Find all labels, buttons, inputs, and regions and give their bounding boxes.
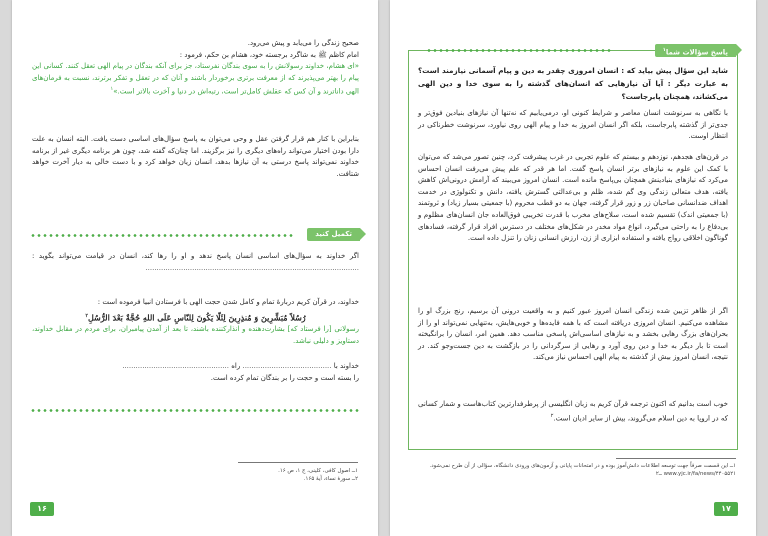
qa-paragraph-1 — [418, 108, 728, 143]
page-number-text: ۱۷ — [721, 504, 731, 513]
qa-paragraph-4 — [418, 399, 728, 425]
header-dot-band — [426, 48, 612, 53]
quran-verse — [32, 309, 359, 325]
footnote-1: ۱ــ اصول کافی، کلینی، ج ۱، ص ۱۶. — [278, 468, 358, 474]
page-number — [714, 502, 738, 516]
page-number-text: ۱۶ — [37, 504, 47, 513]
qa-paragraph-2-text: در قرن‌های هجدهم، نوزدهم و بیستم که علوم تجربی در غرب پیشرفت کرد، چنین تصور می‌شد که می‌توان با کمک این علوم به نیازهای برتر انسان پاسخ گفت. اما هر قدر که علم پیش می‌رفت انسان احساس می‌کرد که نیازهای بنیادینش همچنان بی‌پاسخ مانده است. انسان امروز می‌بیند که آرامش درونی‌اش کاهش یافته، هدف متعالی زندگی وی گم شده، ظلم و بی‌عدالتی گسترش یافته، دانش و تکنولوژی در خدمت اهداف ضدانسانی صاحبان زر و زور قرار گرفته، جهان به دو قطب محروم (با جمعیتی بسیار زیاد) و ثروتمند (با جمعیتی اندک) تقسیم شده است، سلاح‌های مخرب با قدرت تخریبی فوق‌العاده جان انسان‌های مظلوم و بی‌دفاع را به راحتی می‌گیرد، انواع مواد مخدر در شکل‌های مختلف در دسترس افراد قرار گرفته، فسادهای گوناگون اخلاقی رواج یافته و استفاده ابزاری از زن، ارزش انسانی زنان را تنزل داده است. — [418, 153, 728, 243]
exercise-3-blank-b[interactable]: ................................................ — [122, 362, 230, 370]
footnote-divider — [616, 458, 736, 459]
hadith-footnote-ref[interactable]: ۱ — [110, 86, 114, 93]
exercise-1-blank[interactable]: ................................................................................................ — [145, 263, 359, 272]
exercise-3-start: خداوند با — [333, 362, 359, 370]
exercise-1-text: اگر خداوند به سؤال‌های اساسی انسان پاسخ ندهد و او را رها کند، انسان در قیامت می‌تواند بگوید : — [32, 252, 359, 260]
qa-paragraph-1-text: با نگاهی به سرنوشت انسان معاصر و شرایط کنونی او، درمی‌یابیم که نه‌تنها آن نیازهای بنیادین فوق‌تر و جدی‌تر از گذشته پابرجاست، بلکه اگر انسان امروز به خدا و پیام الهی روی نیاورد، سرنوشت خطرناکی در انتظار اوست. — [418, 109, 728, 141]
left-page — [12, 0, 378, 536]
qa-paragraph-2 — [418, 152, 728, 245]
quran-verse-text: رُسُلاً مُبَشِّرِينَ وَ مُنذِرِينَ لِئَلّا يَكُونَ لِلنّاسِ عَلَى اللهِ حُجَّةٌ بَعْدَ الرُّسُلِ — [88, 312, 306, 323]
reasoning-paragraph-text: بنابراین با کنار هم قرار گرفتن عقل و وحی می‌توان به پاسخ سؤال‌های اساسی دست یافت. البته انسان به علت دارا بودن اختیار می‌تواند راه‌های دیگری را نیز برگزیند. اما چنان‌که گفته شد، چون هر برنامه دیگری غیر از برنامه خداوند نمی‌تواند پاسخ درستی به آن نیازها بدهد، انسان زیان خواهد کرد و با دست خالی به دیار آخرت خواهد شتافت. — [32, 135, 359, 178]
page-number — [30, 502, 54, 516]
reasoning-paragraph — [32, 134, 359, 180]
intro-line-1: صحیح زندگی را می‌یابد و پیش می‌رود. — [247, 39, 359, 47]
footnote-1: ۱ــ این قسمت صرفاً جهت توسعه اطلاعات دانش‌آموز بوده و در امتحانات پایانی و آزمون‌های ورودی دانشگاه، سؤالی از آن طرح نمی‌شود. — [429, 463, 736, 469]
qa-paragraph-4-text: خوب است بدانیم که اکنون ترجمه قرآن کریم به زبان انگلیسی از پرطرفدارترین کتاب‌هاست و شمار کسانی که در اروپا به دین اسلام می‌گروند، بیش از سایر ادیان است. — [418, 400, 728, 422]
qa-paragraph-4-footnote-ref[interactable]: ۲ — [550, 412, 554, 419]
verse-translation: رسولانی [را فرستاد که] بشارت‌دهنده و انذارکننده باشند، تا بعد از آمدن پیامبران، برای مردم در مقابل خداوند، دستاویز و دلیلی نباشد. — [32, 325, 359, 345]
section-tab-complete — [307, 228, 360, 241]
verse-footnote-ref[interactable]: ۲ — [85, 312, 88, 319]
exercise-3-end: را بسته است و حجت را بر بندگان تمام کرده است. — [210, 373, 359, 382]
header-tab-your-questions — [655, 44, 736, 57]
footnotes — [410, 462, 736, 478]
intro-text — [32, 38, 359, 61]
header-tab-label: پاسخ سؤالات شما — [665, 48, 728, 57]
exercise-1 — [32, 251, 359, 274]
qa-paragraph-3 — [418, 306, 728, 364]
section-tab-label: تکمیل کنید — [315, 230, 352, 238]
hadith-quote — [32, 61, 359, 98]
right-page — [390, 0, 756, 536]
qa-question-text: شاید این سؤال پیش بیاید که : انسان امروزی چقدر به دین و پیام آسمانی نیازمند است؟ به عبارت دیگر : آیا آن نیازهایی که انسان‌های گذشته را به سوی خدا و دین الهی می‌کشاند، همچنان پابرجاست؟ — [418, 66, 728, 101]
footnotes — [158, 467, 358, 483]
exercise-2-text: خداوند، در قرآن کریم دربارهٔ تمام و کامل شدن حجت الهی با فرستادن انبیا فرموده است : — [97, 298, 359, 306]
bottom-dot-band — [30, 408, 360, 413]
exercise-3-blank-a[interactable]: ........................................ — [242, 362, 332, 370]
exercise-3 — [32, 361, 359, 384]
footnote-2: ۲ــ سورهٔ نساء، آیهٔ ۱۶۵. — [303, 476, 358, 482]
hadith-quote-text: «ای هشام، خداوند رسولانش را به سوی بندگان نفرستاد، جز برای آنکه بندگان در پیام الهی تعقل کنند. کسانی این پیام را بهتر می‌پذیرند که از معرفت برتری برخوردار باشند و آنان که در تعقل و تفکر برترند، نسبت به فرمان‌های الهی داناترند و آن کس که عقلش کامل‌تر است، رتبه‌اش در دنیا و آخرت بالاتر است.» — [32, 62, 359, 96]
section-dot-band — [30, 233, 294, 238]
qa-paragraph-3-text: اگر از ظاهر تزیین شده زندگی انسان امروز عبور کنیم و به واقعیت درونی آن برسیم، رنج بزرگ او را مشاهده می‌کنیم. انسان امروزی دریافته است که با همه فایده‌ها و خوبی‌هایش، به‌تنهایی نمی‌تواند او را از بحران‌های بزرگ رهایی بخشد و به نیازهای اساسی‌اش پاسخی مناسب دهد. همین امر، انسان را برانگیخته است تا بار دیگر به خدا و دین روی آورد و رهایی از سرگردانی را در بازگشت به دین جست‌وجو کند. در نتیجه، انسان امروز بیش از گذشته به پیام الهی احساس نیاز می‌کند. — [418, 307, 728, 362]
qa-question — [418, 64, 728, 103]
intro-line-2: امام کاظم ﷺ به شاگرد برجسته خود، هشام بن حکم، فرمود : — [179, 50, 359, 59]
footnote-2[interactable]: ۲ــ www.yjc.ir/fa/news/۴۴۰۵۵۲۱ — [655, 471, 736, 477]
header-footnote-ref[interactable]: ۱ — [662, 47, 666, 53]
exercise-2 — [32, 297, 359, 347]
footnote-divider — [238, 462, 358, 463]
exercise-3-mid: راه — [231, 362, 241, 370]
